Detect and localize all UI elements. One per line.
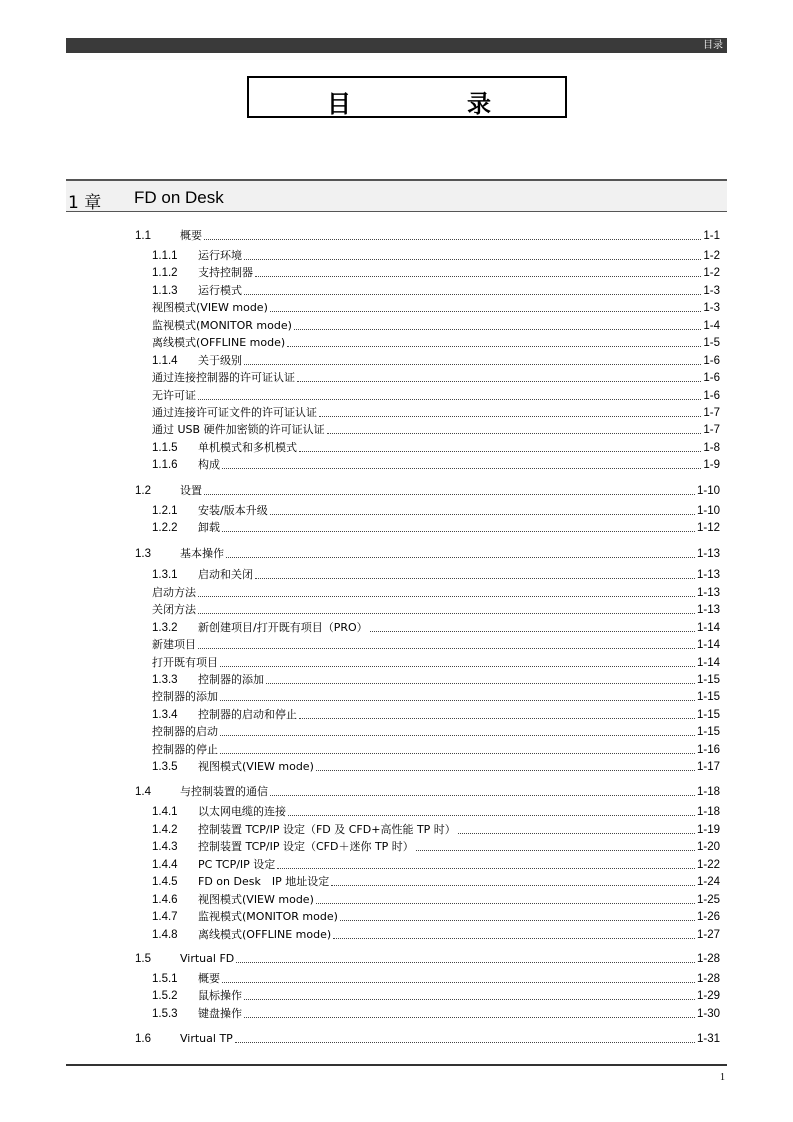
toc-entry[interactable] (152, 742, 720, 757)
toc-entry[interactable] (152, 822, 720, 837)
toc-entry-page: 1-22 (696, 859, 720, 871)
toc-entry-title: 监视模式(MONITOR mode) (198, 910, 338, 923)
toc-entry[interactable] (152, 927, 720, 942)
toc-entry-title: 通过连接许可证文件的许可证认证 (152, 406, 317, 419)
toc-entry-number: 1.3.5 (152, 761, 178, 773)
toc-entry-page: 1-28 (696, 953, 720, 965)
page-title-box (247, 76, 567, 118)
toc-entry-number: 1.3.4 (152, 709, 178, 721)
toc-dot-leader (287, 345, 701, 347)
toc-entry[interactable] (135, 784, 720, 799)
toc-entry-page: 1-15 (696, 674, 720, 686)
toc-entry-page: 1-6 (703, 355, 720, 367)
toc-entry[interactable] (152, 689, 720, 704)
toc-entry-number: 1.5.1 (152, 973, 178, 985)
toc-entry-title: 控制器的添加 (198, 673, 264, 686)
toc-dot-leader (198, 398, 701, 400)
toc-entry-title: 视图模式(VIEW mode) (198, 760, 314, 773)
toc-entry-page: 1-14 (696, 657, 720, 669)
toc-entry-number: 1.4.4 (152, 859, 178, 871)
toc-entry[interactable] (135, 546, 720, 561)
toc-entry-title: 新建项目 (152, 638, 196, 651)
toc-entry-title: 启动和关闭 (198, 568, 253, 581)
toc-entry-number: 1.4.2 (152, 824, 178, 836)
toc-entry-number: 1.1.3 (152, 285, 178, 297)
toc-entry-page: 1-1 (703, 230, 720, 242)
toc-entry[interactable] (152, 759, 720, 774)
toc-entry[interactable] (135, 951, 720, 966)
toc-entry-page: 1-2 (703, 250, 720, 262)
toc-entry-page: 1-25 (696, 894, 720, 906)
toc-entry-title: 与控制装置的通信 (180, 785, 268, 798)
toc-entry-number: 1.3 (135, 548, 151, 560)
toc-entry[interactable] (152, 602, 720, 617)
toc-entry-page: 1-31 (696, 1033, 720, 1045)
toc-entry-number: 1.1.6 (152, 459, 178, 471)
toc-entry-page: 1-6 (703, 390, 720, 402)
toc-entry-number: 1.2 (135, 485, 151, 497)
toc-entry[interactable] (135, 1031, 720, 1046)
toc-entry-page: 1-4 (703, 320, 720, 332)
toc-dot-leader (319, 415, 701, 417)
toc-dot-leader (235, 1041, 695, 1043)
toc-entry-page: 1-12 (696, 522, 720, 534)
toc-entry[interactable] (152, 457, 720, 472)
toc-entry[interactable] (152, 585, 720, 600)
toc-entry-title: 控制器的停止 (152, 743, 218, 756)
toc-entry[interactable] (152, 265, 720, 280)
toc-dot-leader (220, 734, 695, 736)
toc-entry-page: 1-7 (703, 424, 720, 436)
toc-dot-leader (236, 961, 695, 963)
toc-entry-title: 启动方法 (152, 586, 196, 599)
toc-entry-page: 1-6 (703, 372, 720, 384)
toc-entry-number: 1.2.1 (152, 505, 178, 517)
toc-entry-number: 1.1.1 (152, 250, 178, 262)
toc-entry-page: 1-14 (696, 639, 720, 651)
toc-entry[interactable] (152, 672, 720, 687)
toc-entry-title: 安装/版本升级 (198, 504, 268, 517)
toc-entry[interactable] (152, 804, 720, 819)
toc-entry[interactable] (152, 655, 720, 670)
toc-entry-page: 1-20 (696, 841, 720, 853)
toc-dot-leader (220, 752, 695, 754)
toc-dot-leader (327, 432, 702, 434)
toc-entry-number: 1.4.5 (152, 876, 178, 888)
toc-entry[interactable] (152, 248, 720, 263)
toc-entry-number: 1.5.3 (152, 1008, 178, 1020)
toc-entry[interactable] (152, 971, 720, 986)
toc-entry-title: 无许可证 (152, 389, 196, 402)
toc-entry-page: 1-15 (696, 691, 720, 703)
toc-entry[interactable] (152, 892, 720, 907)
toc-dot-leader (198, 612, 695, 614)
toc-entry-title: 运行模式 (198, 284, 242, 297)
toc-entry-page: 1-15 (696, 726, 720, 738)
toc-entry[interactable] (152, 422, 720, 437)
toc-entry-page: 1-13 (696, 587, 720, 599)
toc-entry-number: 1.4 (135, 786, 151, 798)
page-title-left: 目 (327, 90, 351, 118)
toc-entry-number: 1.4.8 (152, 929, 178, 941)
toc-entry-title: Virtual TP (180, 1032, 233, 1045)
toc-entry[interactable] (152, 839, 720, 854)
toc-entry-number: 1.5.2 (152, 990, 178, 1002)
toc-entry[interactable] (152, 724, 720, 739)
toc-dot-leader (288, 814, 695, 816)
toc-entry-page: 1-24 (696, 876, 720, 888)
toc-entry-title: 监视模式(MONITOR mode) (152, 319, 292, 332)
toc-dot-leader (222, 530, 695, 532)
toc-dot-leader (299, 450, 701, 452)
toc-entry-page: 1-18 (696, 786, 720, 798)
toc-dot-leader (458, 832, 695, 834)
toc-entry-number: 1.6 (135, 1033, 151, 1045)
toc-entry-page: 1-27 (696, 929, 720, 941)
toc-entry-page: 1-13 (696, 569, 720, 581)
toc-entry-page: 1-29 (696, 990, 720, 1002)
header-section-label: 目录 (703, 40, 723, 51)
toc-entry-page: 1-14 (696, 622, 720, 634)
toc-dot-leader (198, 595, 695, 597)
toc-entry-title: 支持控制器 (198, 266, 253, 279)
toc-entry-title: 以太网电缆的连接 (198, 805, 286, 818)
chapter-title: FD on Desk (134, 188, 224, 207)
toc-entry-number: 1.1 (135, 230, 151, 242)
toc-entry-page: 1-7 (703, 407, 720, 419)
chapter-heading (66, 179, 727, 212)
toc-dot-leader (244, 998, 695, 1000)
toc-entry[interactable] (152, 620, 720, 635)
page-title-right: 录 (467, 90, 491, 118)
toc-dot-leader (331, 884, 695, 886)
toc-entry[interactable] (152, 520, 720, 535)
toc-entry-page: 1-9 (703, 459, 720, 471)
toc-entry-number: 1.1.2 (152, 267, 178, 279)
toc-dot-leader (255, 577, 695, 579)
toc-entry-page: 1-13 (696, 604, 720, 616)
toc-entry-title: 关闭方法 (152, 603, 196, 616)
toc-entry-title: 鼠标操作 (198, 989, 242, 1002)
toc-entry-page: 1-10 (696, 505, 720, 517)
header-bar (66, 38, 727, 53)
toc-entry-page: 1-3 (703, 302, 720, 314)
toc-entry-page: 1-5 (703, 337, 720, 349)
toc-entry-number: 1.4.7 (152, 911, 178, 923)
toc-dot-leader (244, 1016, 695, 1018)
toc-entry-page: 1-30 (696, 1008, 720, 1020)
toc-entry-title: PC TCP/IP 设定 (198, 858, 276, 871)
toc-entry-title: 概要 (180, 229, 202, 242)
toc-entry-page: 1-10 (696, 485, 720, 497)
toc-dot-leader (244, 363, 701, 365)
toc-entry-page: 1-26 (696, 911, 720, 923)
toc-dot-leader (266, 682, 695, 684)
toc-entry[interactable] (152, 874, 720, 889)
toc-entry-title: 控制装置 TCP/IP 设定（CFD＋迷你 TP 时） (198, 840, 414, 853)
toc-entry-title: 视图模式(VIEW mode) (198, 893, 314, 906)
toc-entry-title: 控制器的启动和停止 (198, 708, 297, 721)
toc-entry[interactable] (152, 335, 720, 350)
toc-dot-leader (244, 258, 701, 260)
toc-entry-number: 1.3.3 (152, 674, 178, 686)
toc-entry-number: 1.4.6 (152, 894, 178, 906)
toc-entry-title: 控制装置 TCP/IP 设定（FD 及 CFD+高性能 TP 时） (198, 823, 456, 836)
toc-entry-number: 1.3.1 (152, 569, 178, 581)
toc-entry-page: 1-19 (696, 824, 720, 836)
toc-entry-title: 控制器的添加 (152, 690, 218, 703)
toc-entry[interactable] (152, 300, 720, 315)
toc-dot-leader (340, 919, 695, 921)
toc-entry-title: 新创建项目/打开既有项目（PRO） (198, 621, 368, 634)
toc-entry-title: 运行环境 (198, 249, 242, 262)
toc-entry[interactable] (152, 637, 720, 652)
toc-dot-leader (294, 328, 701, 330)
toc-entry-title: 离线模式(OFFLINE mode) (198, 928, 332, 941)
toc-entry-number: 1.4.3 (152, 841, 178, 853)
toc-entry[interactable] (135, 228, 720, 243)
toc-dot-leader (297, 380, 701, 382)
toc-dot-leader (316, 902, 695, 904)
toc-entry-page: 1-17 (696, 761, 720, 773)
toc-entry-page: 1-18 (696, 806, 720, 818)
toc-entry-title: 键盘操作 (198, 1007, 242, 1020)
toc-entry-title: 构成 (198, 458, 220, 471)
toc-entry[interactable] (152, 1006, 720, 1021)
toc-entry-title: 控制器的启动 (152, 725, 218, 738)
toc-entry-number: 1.5 (135, 953, 151, 965)
toc-entry-page: 1-15 (696, 709, 720, 721)
toc-entry-title: 通过连接控制器的许可证认证 (152, 371, 295, 384)
toc-dot-leader (299, 717, 695, 719)
toc-entry-page: 1-8 (703, 442, 720, 454)
toc-dot-leader (270, 794, 695, 796)
toc-entry[interactable] (152, 405, 720, 420)
toc-entry-title: 卸载 (198, 521, 220, 534)
toc-entry[interactable] (152, 318, 720, 333)
toc-entry-number: 1.2.2 (152, 522, 178, 534)
toc-entry-page: 1-3 (703, 285, 720, 297)
toc-entry[interactable] (152, 567, 720, 582)
toc-dot-leader (416, 849, 695, 851)
toc-entry[interactable] (152, 503, 720, 518)
toc-entry-number: 1.4.1 (152, 806, 178, 818)
toc-dot-leader (198, 647, 695, 649)
toc-dot-leader (226, 556, 695, 558)
toc-entry[interactable] (152, 283, 720, 298)
toc-entry[interactable] (152, 857, 720, 872)
toc-entry-page: 1-2 (703, 267, 720, 279)
toc-entry-title: Virtual FD (180, 952, 235, 965)
toc-entry-title: 单机模式和多机模式 (198, 441, 297, 454)
toc-entry[interactable] (152, 707, 720, 722)
toc-entry-number: 1.1.4 (152, 355, 178, 367)
toc-entry-title: 打开既有项目 (152, 656, 218, 669)
toc-dot-leader (222, 467, 701, 469)
toc-entry-title: 概要 (198, 972, 220, 985)
toc-entry[interactable] (152, 988, 720, 1003)
toc-entry[interactable] (152, 370, 720, 385)
toc-entry-title: FD on Desk IP 地址设定 (198, 875, 330, 888)
toc-dot-leader (244, 293, 701, 295)
toc-entry[interactable] (152, 353, 720, 368)
toc-dot-leader (270, 310, 702, 312)
toc-entry-page: 1-16 (696, 744, 720, 756)
toc-dot-leader (270, 513, 695, 515)
toc-entry[interactable] (152, 909, 720, 924)
toc-entry-title: 关于级别 (198, 354, 242, 367)
toc-entry-number: 1.1.5 (152, 442, 178, 454)
toc-entry[interactable] (135, 483, 720, 498)
toc-dot-leader (333, 937, 695, 939)
toc-entry-title: 离线模式(OFFLINE mode) (152, 336, 286, 349)
page-number: 1 (720, 1072, 725, 1083)
toc-dot-leader (204, 493, 695, 495)
toc-dot-leader (222, 981, 695, 983)
toc-entry-page: 1-28 (696, 973, 720, 985)
toc-entry-title: 基本操作 (180, 547, 224, 560)
chapter-number: 1 章 (68, 193, 102, 213)
toc-dot-leader (316, 769, 695, 771)
footer-rule (66, 1064, 727, 1066)
toc-dot-leader (370, 630, 695, 632)
toc-dot-leader (204, 238, 701, 240)
toc-entry-title: 设置 (180, 484, 202, 497)
toc-entry-page: 1-13 (696, 548, 720, 560)
toc-entry[interactable] (152, 440, 720, 455)
toc-entry-title: 视图模式(VIEW mode) (152, 301, 268, 314)
toc-dot-leader (255, 275, 701, 277)
toc-entry[interactable] (152, 388, 720, 403)
toc-entry-number: 1.3.2 (152, 622, 178, 634)
toc-entry-title: 通过 USB 硬件加密锁的许可证认证 (152, 423, 325, 436)
toc-dot-leader (220, 665, 695, 667)
toc-dot-leader (277, 867, 695, 869)
toc-dot-leader (220, 699, 695, 701)
